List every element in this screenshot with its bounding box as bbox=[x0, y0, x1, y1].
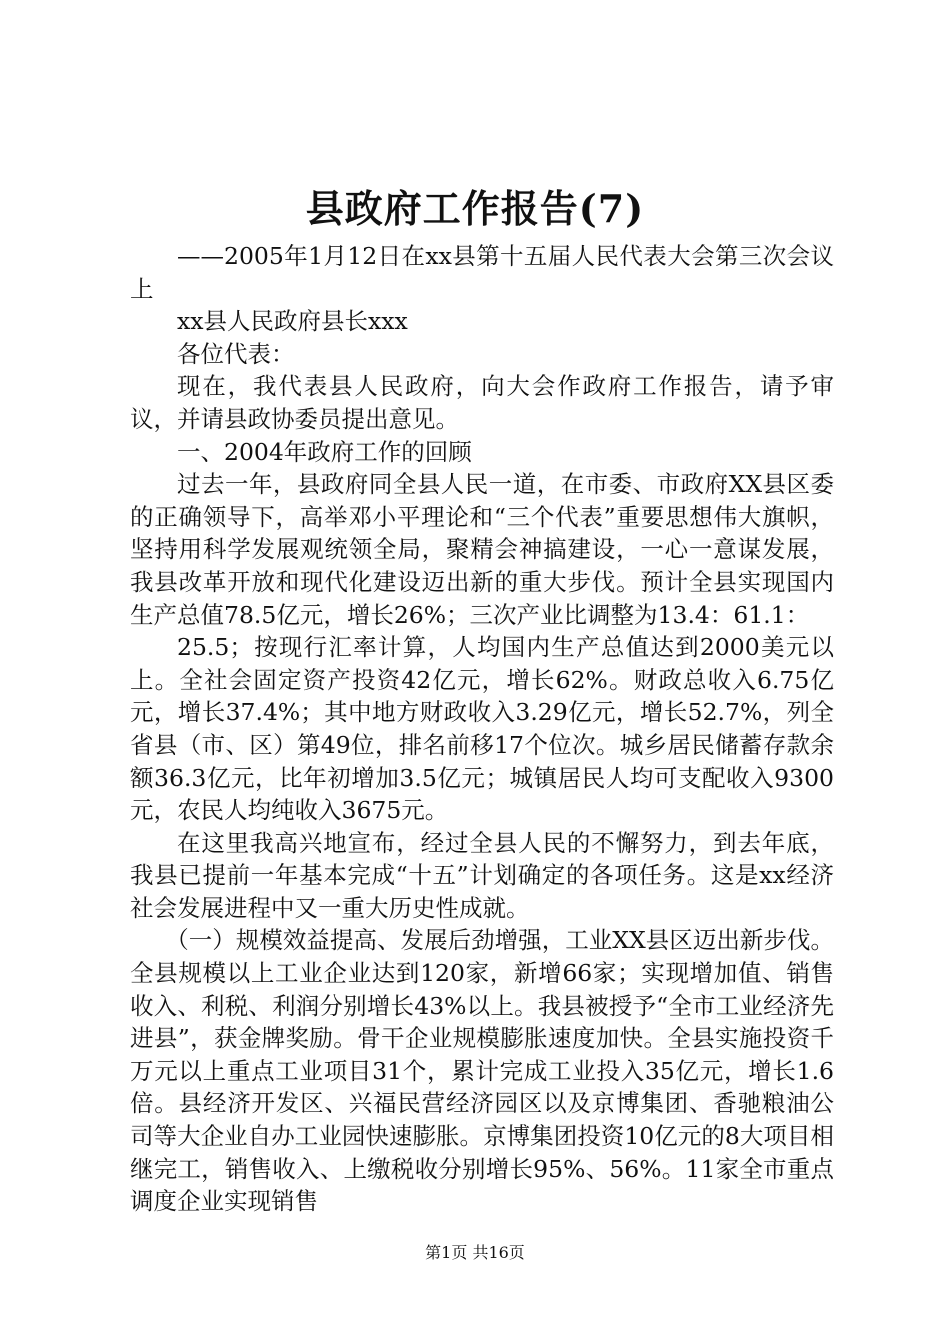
paragraph: 25.5；按现行汇率计算，人均国内生产总值达到2000美元以上。全社会固定资产投资42亿元，增长62%。财政总收入6.75亿元，增长37.4%；其中地方财政收入3.29亿元，增长52.7%，列全省县（市、区）第49位，排名前移17个位次。城乡居民储蓄存款余额36.3亿元，比年初增加3.5亿元；城镇居民人均可支配收入9300元，农民人均纯收入3675元。 bbox=[130, 633, 834, 825]
page-footer: 第1页 共16页 bbox=[425, 1243, 525, 1262]
paragraph: 现在，我代表县人民政府，向大会作政府工作报告，请予审议，并请县政协委员提出意见。 bbox=[130, 372, 834, 433]
document-author: xx县人民政府县长xxx bbox=[177, 307, 408, 336]
paragraph: 过去一年，县政府同全县人民一道，在市委、市政府XX县区委的正确领导下，高举邓小平理论和“三个代表”重要思想伟大旗帜，坚持用科学发展观统领全局，聚精会神搞建设，一心一意谋发展，我县改革开放和现代化建设迈出新的重大步伐。预计全县实现国内生产总值78.5亿元，增长26%；三次产业比调整为13.4：61.1： bbox=[130, 470, 834, 629]
document-subtitle: ——2005年1月12日在xx县第十五届人民代表大会第三次会议上 bbox=[130, 242, 834, 303]
document-body bbox=[130, 240, 834, 1218]
document-title: 县政府工作报告(7) bbox=[305, 186, 645, 231]
paragraph: 在这里我高兴地宣布，经过全县人民的不懈努力，到去年底，我县已提前一年基本完成“十五”计划确定的各项任务。这是xx经济社会发展进程中又一重大历史性成就。 bbox=[130, 828, 834, 922]
section-heading: 一、2004年政府工作的回顾 bbox=[177, 437, 472, 466]
subsection-paragraph: （一）规模效益提高、发展后劲增强，工业XX县区迈出新步伐。全县规模以上工业企业达到120家，新增66家；实现增加值、销售收入、利税、利润分别增长43%以上。我县被授予“全市工业经济先进县”，获金牌奖励。骨干企业规模膨胀速度加快。全县实施投资千万元以上重点工业项目31个，累计完成工业投入35亿元，增长1.6倍。县经济开发区、兴福民营经济园区以及京博集团、香驰粮油公司等大企业自办工业园快速膨胀。京博集团投资10亿元的8大项目相继完工，销售收入、上缴税收分别增长95%、56%。11家全市重点调度企业实现销售 bbox=[130, 926, 834, 1216]
document-salutation: 各位代表： bbox=[177, 339, 295, 368]
